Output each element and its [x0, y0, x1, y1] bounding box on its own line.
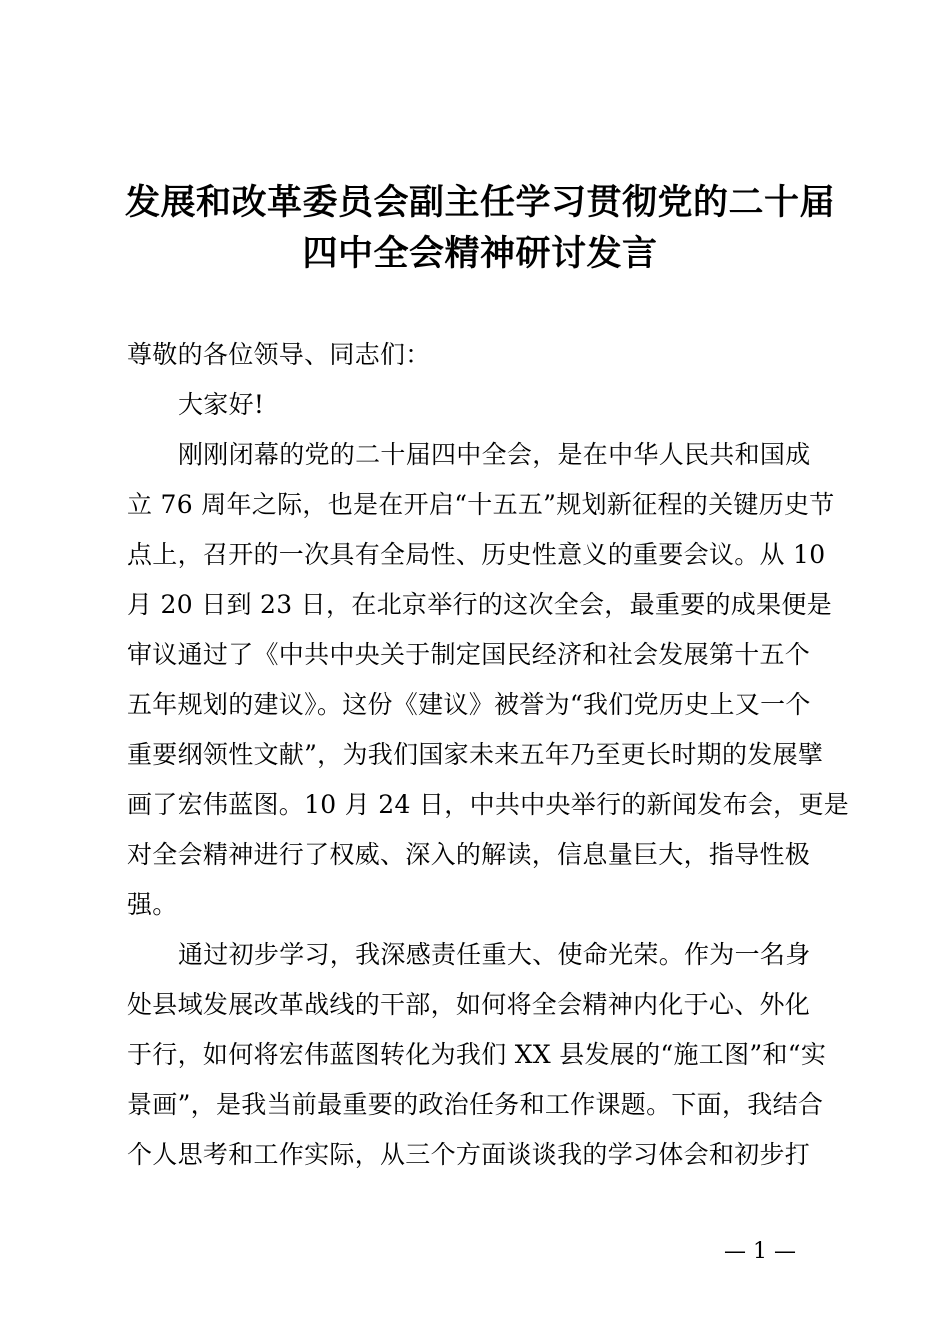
paragraph-1: [127, 430, 850, 930]
paragraph-2: [127, 930, 832, 1180]
paragraph-line: 重要纲领性文献”，为我们国家未来五年乃至更长时期的发展擘: [127, 740, 824, 769]
title-line-2: 四中全会精神研讨发言: [302, 234, 658, 274]
paragraph-line: 刚刚闭幕的党的二十届四中全会，是在中华人民共和国成: [178, 440, 811, 469]
paragraph-line: 景画”，是我当前最重要的政治任务和工作课题。下面，我结合: [127, 1090, 824, 1119]
paragraph-line: 对全会精神进行了权威、深入的解读，信息量巨大，指导性极: [127, 840, 811, 869]
paragraph-line: 月 20 日到 23 日，在北京举行的这次全会，最重要的成果便是: [127, 590, 833, 619]
paragraph-line: 画了宏伟蓝图。10 月 24 日，中共中央举行的新闻发布会，更是: [127, 790, 850, 819]
document-body: [127, 330, 850, 1180]
title-line-1: 发展和改革委员会副主任学习贯彻党的二十届: [124, 183, 835, 223]
paragraph-line: 审议通过了《中共中央关于制定国民经济和社会发展第十五个: [127, 640, 811, 669]
salutation: 尊敬的各位领导、同志们：: [127, 340, 431, 369]
page-number: — 1 —: [724, 1239, 796, 1264]
paragraph-line: 于行，如何将宏伟蓝图转化为我们 XX 县发展的“施工图”和“实: [127, 1040, 827, 1069]
paragraph-line: 通过初步学习，我深感责任重大、使命光荣。作为一名身: [178, 940, 811, 969]
paragraph-line: 立 76 周年之际，也是在开启“十五五”规划新征程的关键历史节: [127, 490, 835, 519]
document-title: [110, 178, 850, 280]
paragraph-line: 处县域发展改革战线的干部，如何将全会精神内化于心、外化: [127, 990, 811, 1019]
paragraph-line: 点上，召开的一次具有全局性、历史性意义的重要会议。从 10: [127, 540, 826, 569]
paragraph-line: 强。: [127, 890, 178, 919]
greeting: 大家好!: [178, 390, 265, 419]
paragraph-line: 五年规划的建议》。这份《建议》被誉为“我们党历史上又一个: [127, 690, 811, 719]
paragraph-line: 个人思考和工作实际，从三个方面谈谈我的学习体会和初步打: [127, 1140, 811, 1169]
